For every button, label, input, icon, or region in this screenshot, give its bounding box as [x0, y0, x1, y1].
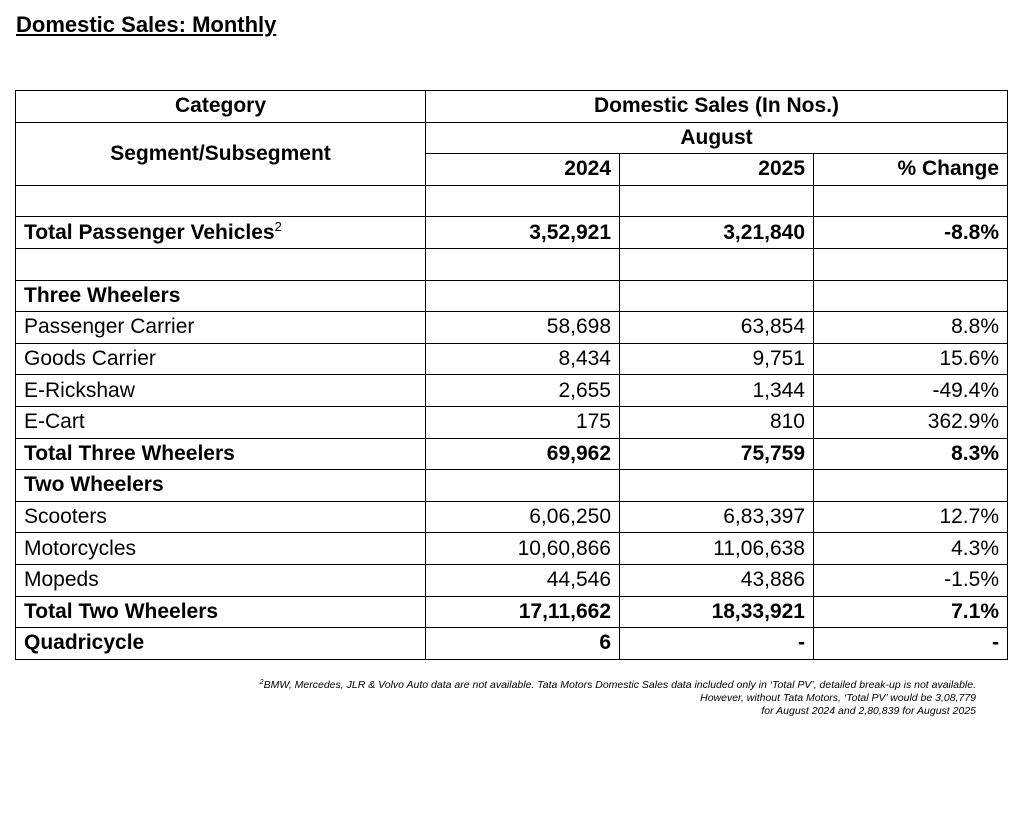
row-label: [16, 564, 426, 596]
row-label: [16, 343, 426, 375]
row-label-text: Mopeds: [24, 568, 99, 592]
row-label: [16, 501, 426, 533]
cell-2024: 6: [426, 628, 620, 660]
row-label-text: Two Wheelers: [24, 473, 164, 497]
header-segment: Segment/Subsegment: [16, 122, 426, 185]
table-row: [16, 406, 1008, 438]
row-label: [16, 470, 426, 502]
cell-percent-change: 7.1%: [814, 596, 1008, 628]
cell-2024: 44,546: [426, 564, 620, 596]
cell-percent-change: -: [814, 628, 1008, 660]
cell-2024: 8,434: [426, 343, 620, 375]
table-row: [16, 533, 1008, 565]
header-year-2024: 2024: [426, 154, 620, 186]
table-body: [16, 91, 1008, 660]
cell-percent-change: 362.9%: [814, 406, 1008, 438]
row-label: [16, 438, 426, 470]
table-row: [16, 501, 1008, 533]
row-label: [16, 217, 426, 249]
cell-percent-change: [814, 248, 1008, 280]
footnote-line-1: [56, 679, 976, 692]
cell-2025: 11,06,638: [620, 533, 814, 565]
table-row: [16, 280, 1008, 312]
cell-percent-change: -1.5%: [814, 564, 1008, 596]
row-label-text: E-Cart: [24, 410, 85, 434]
row-label-text: Three Wheelers: [24, 283, 181, 307]
cell-percent-change: 12.7%: [814, 501, 1008, 533]
cell-2025: 43,886: [620, 564, 814, 596]
cell-percent-change: -8.8%: [814, 217, 1008, 249]
row-label-text: Goods Carrier: [24, 347, 156, 371]
cell-2025: [620, 185, 814, 217]
footnote-text-1: BMW, Mercedes, JLR & Volvo Auto data are not available. Tata Motors Domestic Sales data included only in ‘Total PV’, detailed break-up is not available.: [263, 679, 976, 691]
cell-2024: [426, 185, 620, 217]
cell-2024: 58,698: [426, 312, 620, 344]
cell-2025: 63,854: [620, 312, 814, 344]
cell-2024: 17,11,662: [426, 596, 620, 628]
cell-2024: 2,655: [426, 375, 620, 407]
cell-percent-change: [814, 470, 1008, 502]
header-domestic-sales: Domestic Sales (In Nos.): [426, 91, 1008, 123]
row-label-text: Quadricycle: [24, 631, 145, 655]
cell-2024: 175: [426, 406, 620, 438]
row-label: [16, 596, 426, 628]
cell-2024: [426, 280, 620, 312]
cell-2025: 3,21,840: [620, 217, 814, 249]
table-row: [16, 470, 1008, 502]
row-label: [16, 406, 426, 438]
footnote-reference: 2: [274, 218, 282, 234]
row-label: [16, 375, 426, 407]
cell-percent-change: 4.3%: [814, 533, 1008, 565]
header-year-2025: 2025: [620, 154, 814, 186]
table-row: [16, 343, 1008, 375]
table-row: [16, 312, 1008, 344]
table-row: [16, 375, 1008, 407]
table-row: [16, 564, 1008, 596]
header-row-2: [16, 122, 1008, 154]
cell-2025: 1,344: [620, 375, 814, 407]
row-label-text: Scooters: [24, 505, 107, 529]
cell-2025: 9,751: [620, 343, 814, 375]
cell-2024: 10,60,866: [426, 533, 620, 565]
footnote-marker: 2: [259, 679, 264, 686]
header-month: August: [426, 122, 1008, 154]
cell-percent-change: -49.4%: [814, 375, 1008, 407]
header-percent-change: % Change: [814, 154, 1008, 186]
footnote: [56, 679, 976, 718]
row-label-text: Passenger Carrier: [24, 315, 195, 339]
row-label-text: E-Rickshaw: [24, 378, 135, 402]
row-label-text: Motorcycles: [24, 536, 137, 560]
cell-2025: 6,83,397: [620, 501, 814, 533]
cell-2025: 75,759: [620, 438, 814, 470]
cell-2024: 6,06,250: [426, 501, 620, 533]
cell-2024: 3,52,921: [426, 217, 620, 249]
row-label: [16, 312, 426, 344]
cell-2025: 18,33,921: [620, 596, 814, 628]
row-label: [16, 248, 426, 280]
table-row: [16, 628, 1008, 660]
row-label: [16, 533, 426, 565]
table-row: [16, 248, 1008, 280]
header-row-1: [16, 91, 1008, 123]
cell-2024: 69,962: [426, 438, 620, 470]
row-label-text: Total Two Wheelers: [24, 599, 219, 623]
cell-2025: 810: [620, 406, 814, 438]
cell-2025: [620, 248, 814, 280]
footnote-line-2: However, without Tata Motors, ‘Total PV’ would be 3,08,779: [700, 692, 976, 704]
cell-2025: [620, 280, 814, 312]
table-row: [16, 438, 1008, 470]
cell-2024: [426, 248, 620, 280]
table-row: [16, 217, 1008, 249]
table-row: [16, 596, 1008, 628]
cell-2024: [426, 470, 620, 502]
cell-percent-change: 8.8%: [814, 312, 1008, 344]
cell-percent-change: [814, 185, 1008, 217]
cell-percent-change: 15.6%: [814, 343, 1008, 375]
row-label: [16, 628, 426, 660]
row-label-text: Total Three Wheelers: [24, 441, 235, 465]
cell-2025: [620, 470, 814, 502]
cell-2025: -: [620, 628, 814, 660]
domestic-sales-table: [15, 90, 1008, 660]
row-label: [16, 185, 426, 217]
row-label: [16, 280, 426, 312]
table-row: [16, 185, 1008, 217]
cell-percent-change: [814, 280, 1008, 312]
footnote-line-3: for August 2024 and 2,80,839 for August 2025: [761, 705, 976, 717]
row-label-text: Total Passenger Vehicles: [24, 220, 275, 244]
header-category: Category: [16, 91, 426, 123]
cell-percent-change: 8.3%: [814, 438, 1008, 470]
page-title: Domestic Sales: Monthly: [16, 12, 277, 37]
